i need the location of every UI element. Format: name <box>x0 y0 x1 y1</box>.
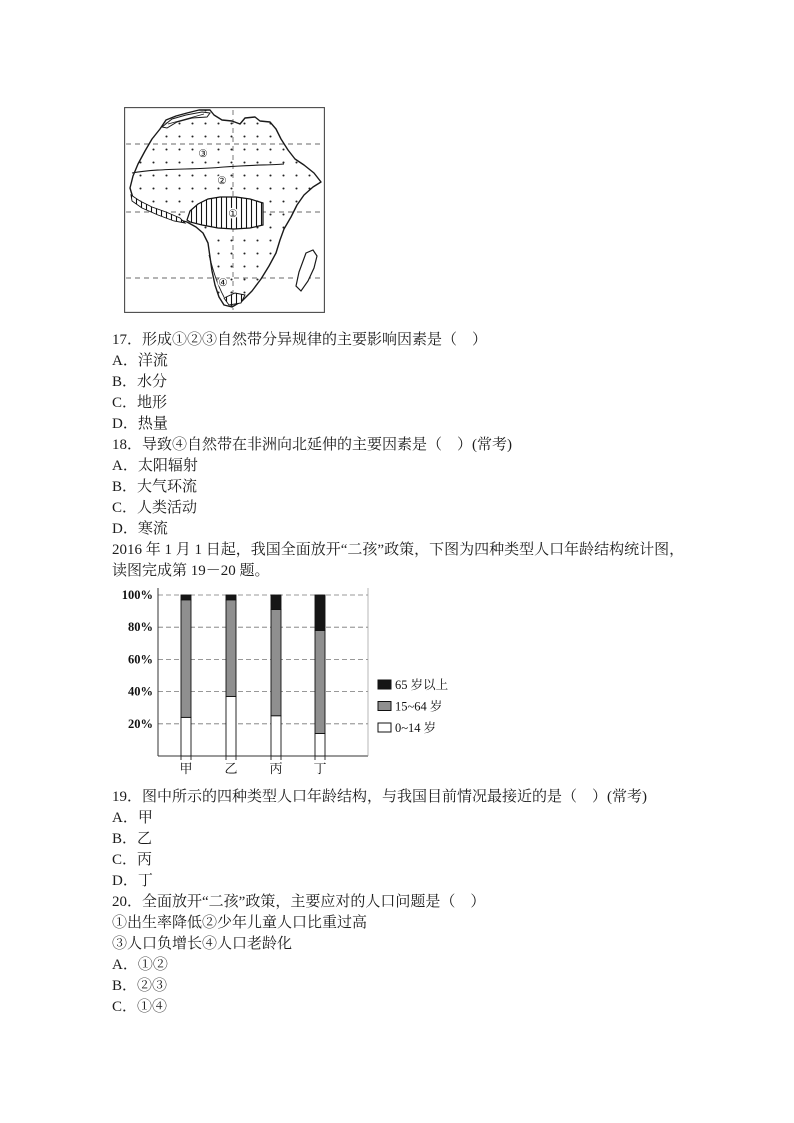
legend-swatch <box>378 680 391 689</box>
legend-label: 0~14 岁 <box>395 721 437 735</box>
bar-segment <box>226 696 236 756</box>
q20-stem: 20．全面放开“二孩”政策，主要应对的人口问题是（ ） <box>112 894 486 910</box>
q17-stem: 17．形成①②③自然带分异规律的主要影响因素是（ ） <box>112 332 488 348</box>
question-block-2 <box>112 787 692 1018</box>
zone-1-label: ① <box>228 209 238 220</box>
q20-option-b: B．②③ <box>112 978 168 994</box>
bar-segment <box>271 595 281 609</box>
q17-option-b: B．水分 <box>112 374 168 390</box>
q17-option-a: A．洋流 <box>112 353 168 369</box>
q20-option-a: A．①② <box>112 957 168 973</box>
question-block-1 <box>112 330 692 582</box>
q18-option-c: C．人类活动 <box>112 500 198 516</box>
legend-label: 65 岁以上 <box>395 678 449 692</box>
bar-segment <box>226 595 236 600</box>
zone-4-label: ④ <box>218 278 228 289</box>
intro-line-2: 读图完成第 19－20 题。 <box>112 563 270 579</box>
q18-option-a: A．太阳辐射 <box>112 458 198 474</box>
bar-segment <box>181 595 191 600</box>
bar-segment <box>315 630 325 733</box>
africa-map-figure <box>124 107 325 313</box>
q19-option-a: A．甲 <box>112 810 153 826</box>
bar-segment <box>181 717 191 756</box>
legend-swatch <box>378 702 391 711</box>
x-category-label: 乙 <box>224 761 238 776</box>
q18-option-b: B．大气环流 <box>112 479 198 495</box>
legend-swatch <box>378 723 391 732</box>
q20-option-c: C．①④ <box>112 999 168 1015</box>
q20-subline-1: ①出生率降低②少年儿童人口比重过高 <box>112 915 368 931</box>
q18-stem: 18．导致④自然带在非洲向北延伸的主要因素是（ ）(常考) <box>112 437 512 453</box>
q18-option-d: D．寒流 <box>112 521 168 537</box>
q20-subline-2: ③人口负增长④人口老龄化 <box>112 936 293 952</box>
q19-stem: 19．图中所示的四种类型人口年龄结构，与我国目前情况最接近的是（ ）(常考) <box>112 789 647 805</box>
africa-map-svg <box>124 107 325 313</box>
bar-segment <box>271 716 281 756</box>
q19-option-b: B．乙 <box>112 831 153 847</box>
population-age-structure-chart <box>120 583 460 783</box>
y-tick-label: 80% <box>128 620 153 635</box>
bar-segment <box>315 733 325 756</box>
q17-option-d: D．热量 <box>112 416 168 432</box>
y-tick-label: 40% <box>128 684 153 699</box>
zone-3-label: ③ <box>198 149 208 160</box>
bar-segment <box>315 595 325 630</box>
zone-2-label: ② <box>217 176 227 187</box>
bar-segment <box>271 609 281 715</box>
x-category-label: 丙 <box>269 761 283 776</box>
q19-option-d: D．丁 <box>112 873 153 889</box>
y-tick-label: 100% <box>121 588 153 602</box>
bar-segment <box>226 600 236 697</box>
q17-option-c: C．地形 <box>112 395 168 411</box>
y-tick-label: 20% <box>128 716 153 731</box>
intro-line-1: 2016 年 1 月 1 日起，我国全面放开“二孩”政策，下图为四种类型人口年龄结构统计图， <box>112 542 685 558</box>
legend-label: 15~64 岁 <box>395 699 443 714</box>
y-tick-label: 60% <box>128 652 153 667</box>
population-chart-svg <box>120 583 460 783</box>
bar-segment <box>181 600 191 718</box>
x-category-label: 甲 <box>179 761 193 776</box>
q19-option-c: C．丙 <box>112 852 153 868</box>
x-category-label: 丁 <box>313 761 327 776</box>
